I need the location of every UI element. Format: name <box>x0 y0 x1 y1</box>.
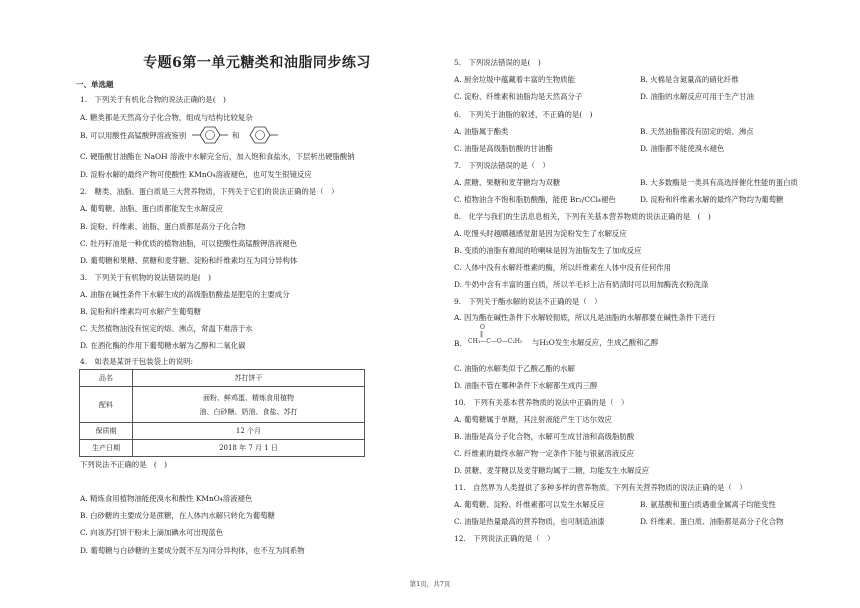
q6-option-a: A. 油脂属于酯类 <box>454 127 509 136</box>
q1-option-d: D. 淀粉水解的最终产物可使酸性 KMnO₄溶液褪色，也可发生银镜反应 <box>80 170 312 179</box>
q3-option-c: C. 天然植物油没有恒定的熔、沸点，常温下难溶于水 <box>80 324 253 333</box>
q1-and-text: 和 <box>232 131 240 140</box>
q6-option-b: B. 天然油脂都没有固定的熔、沸点 <box>640 127 754 136</box>
q6-option-d: D. 油脂都不能使溴水褪色 <box>640 144 725 153</box>
q2-option-d: D. 葡萄糖和果糖、蔗糖和麦芽糖、淀粉和纤维素均互为同分异构体 <box>80 256 298 265</box>
q7-option-a: A. 蔗糖、果糖和麦芽糖均为双糖 <box>454 178 561 187</box>
q1-option-c: C. 硬脂酸甘油酯在 NaOH 溶液中水解完全后，加入饱和食盐水，下层析出硬脂酸钠 <box>80 152 355 161</box>
q9-option-b-label: B. <box>454 339 462 348</box>
q9-option-b-text: 与H₂O发生水解反应，生成乙酸和乙醇 <box>532 338 659 347</box>
table-cell: 品名 <box>80 370 133 387</box>
ester-double-bond: ‖ <box>480 331 483 338</box>
q8-option-b: B. 变质的油脂有难闻的哈喇味是因为油脂发生了加成反应 <box>454 246 642 255</box>
q10-option-a: A. 葡萄糖属于单糖，其注射液能产生丁达尔效应 <box>454 415 612 424</box>
q11-option-c: C. 油脂是热量最高的营养物质，也可制造油漆 <box>454 517 605 526</box>
section-heading: 一、单选题 <box>76 80 114 89</box>
q2-option-b: B. 淀粉、纤维素、油脂、蛋白质都是高分子化合物 <box>80 222 246 231</box>
question-11: 11. 自然界为人类提供了多种多样的营养物质。下列有关营养物质的说法正确的是（ ） <box>454 483 747 492</box>
q7-option-d: D. 淀粉和纤维素水解的最终产物均为葡萄糖 <box>640 195 784 204</box>
q2-option-c: C. 牡丹籽油是一种优质的植物油脂，可以使酸性高锰酸钾溶液褪色 <box>80 239 298 248</box>
q7-option-c: C. 植物油含不饱和脂肪酸酯，能使 Br₂/CCl₄褪色 <box>454 195 616 204</box>
q5-option-d: D. 油脂的水解反应可用于生产甘油 <box>640 92 754 101</box>
q4-option-b: B. 白砂糖的主要成分是蔗糖，在人体内水解只转化为葡萄糖 <box>80 511 275 520</box>
ester-chain: CH₃—C—O—C₂H₅ <box>468 338 523 345</box>
table-cell: 生产日期 <box>80 440 133 457</box>
question-8: 8. 化学与我们的生活息息相关，下列有关基本营养物质的说法正确的是 ( ) <box>454 212 711 221</box>
ingredients-line: 油、白砂糖、奶油、食盐、苏打 <box>199 407 298 416</box>
q3-option-d: D. 在酒化酶的作用下葡萄糖水解为乙醇和二氧化碳 <box>80 341 246 350</box>
question-4: 4. 如表是某饼干包装袋上的说明: <box>80 357 194 366</box>
q4-prompt: 下列说法不正确的是 ( ) <box>80 460 168 469</box>
q7-option-b: B. 大多数酶是一类具有高选择催化性能的蛋白质 <box>640 178 798 187</box>
product-info-table <box>79 369 365 457</box>
question-5: 5. 下列说法错误的是( ) <box>454 58 541 67</box>
q5-option-a: A. 厨余垃圾中蕴藏着丰富的生物质能 <box>454 75 575 84</box>
q1-option-b: B. 可以用酸性高锰酸钾溶液鉴别 <box>80 131 187 140</box>
question-9: 9. 下列关于酯水解的说法不正确的是（ ） <box>454 297 602 306</box>
q5-option-b: B. 火棉是含氮量高的硝化纤维 <box>640 75 739 84</box>
q5-option-c: C. 淀粉、纤维素和油脂均是天然高分子 <box>454 92 583 101</box>
table-cell: 12 个月 <box>133 423 365 440</box>
q10-option-d: D. 蔗糖、麦芽糖以及麦芽糖均属于二糖，均能发生水解反应 <box>454 466 650 475</box>
table-cell: 配料 <box>80 387 133 423</box>
q3-option-a: A. 油脂在碱性条件下水解生成的高级脂肪酸盐是肥皂的主要成分 <box>80 290 290 299</box>
q9-option-d: D. 油脂不管在哪种条件下水解都生成丙三醇 <box>454 381 598 390</box>
ingredients-line: 面粉、鲜鸡蛋、精炼食用植物 <box>203 393 294 402</box>
q4-option-d: D. 葡萄糖与白砂糖的主要成分既不互为同分异构体，也不互为同系物 <box>80 546 305 555</box>
toluene-structures-icon <box>192 124 302 146</box>
question-10: 10. 下列有关基本营养物质的说法中正确的是（ ） <box>454 398 629 407</box>
q10-option-b: B. 油脂是高分子化合物，水解可生成甘油和高级脂肪酸 <box>454 432 635 441</box>
table-cell <box>133 387 365 423</box>
q4-option-a: A. 精炼食用植物油能使溴水和酸性 KMnO₄溶液褪色 <box>80 494 253 503</box>
question-7: 7. 下列说法错误的是（ ） <box>454 161 550 170</box>
table-cell: 苏打饼干 <box>133 370 365 387</box>
q10-option-c: C. 纤维素的最终水解产物一定条件下能与银氨溶液反应 <box>454 449 635 458</box>
q4-option-c: C. 向该苏打饼干粉末上滴加碘水可出现蓝色 <box>80 528 224 537</box>
q9-option-c: C. 油脂的水解类似于乙酸乙酯的水解 <box>454 364 575 373</box>
page-title: 专题6第一单元糖类和油脂同步练习 <box>143 55 371 71</box>
q11-option-b: B. 氨基酸和蛋白质遇重金属离子均能变性 <box>640 500 776 509</box>
table-cell: 2018 年 7 月 1 日 <box>133 440 365 457</box>
q11-option-a: A. 葡萄糖、淀粉、纤维素都可以发生水解反应 <box>454 500 605 509</box>
page-footer: 第1页，共7页 <box>409 580 451 588</box>
q8-option-a: A. 吃馒头时越嚼越感觉甜是因为淀粉发生了水解反应 <box>454 229 627 238</box>
q9-option-a: A. 因为酯在碱性条件下水解较彻底，所以凡是油脂的水解都要在碱性条件下进行 <box>454 313 716 322</box>
question-2: 2. 糖类、油脂、蛋白质是三大营养物质，下列关于它们的说法正确的是（ ） <box>80 187 339 196</box>
ester-o: O <box>480 324 485 331</box>
question-6: 6. 下列关于油脂的叙述，不正确的是( ) <box>454 110 593 119</box>
q1-option-a: A. 糖类都是天然高分子化合物，组成与结构比较复杂 <box>80 113 253 122</box>
question-1: 1. 下列关于有机化合物的说法正确的是( ) <box>80 95 226 104</box>
q6-option-c: C. 油脂是高级脂肪酸的甘油酯 <box>454 144 553 153</box>
q11-option-d: D. 纤维素、蛋白质、油脂都是高分子化合物 <box>640 517 784 526</box>
question-3: 3. 下列关于有机物的说法错误的是( ) <box>80 273 212 282</box>
q8-option-d: D. 牛奶中含有丰富的蛋白质，所以羊毛衫上沾有奶渍时可以用加酶洗衣粉洗涤 <box>454 280 709 289</box>
q2-option-a: A. 葡萄糖、油脂、蛋白质都能发生水解反应 <box>80 204 224 213</box>
q3-option-b: B. 淀粉和纤维素均可水解产生葡萄糖 <box>80 307 201 316</box>
ester-structure <box>468 324 522 345</box>
table-cell: 保质期 <box>80 423 133 440</box>
question-12: 12. 下列说法正确的是（ ） <box>454 534 555 543</box>
q8-option-c: C. 人体中没有水解纤维素的酶，所以纤维素在人体中没有任何作用 <box>454 263 672 272</box>
